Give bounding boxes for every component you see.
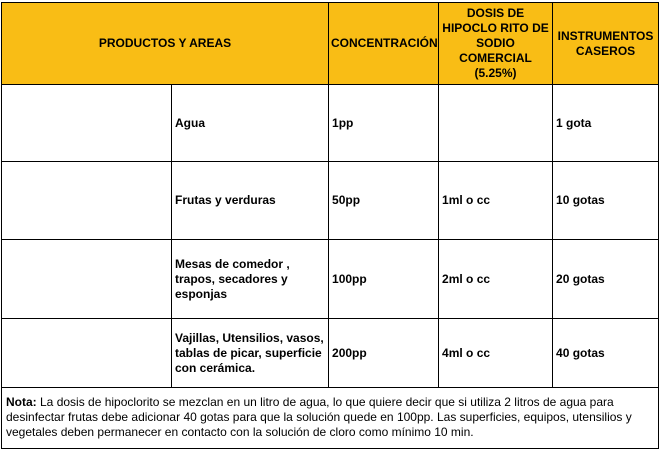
concentracion-cell: 100pp [329,240,439,319]
table-row [2,85,659,162]
area-cell [172,85,329,162]
area-line: con cerámica. [175,360,256,375]
empty-cell [2,85,172,162]
area-line: Vajillas, Utensilios, vasos, [175,330,324,345]
header-dosis-line: SODIO COMERCIAL [459,36,532,65]
area-line: Frutas y verduras [175,193,276,207]
header-productos: PRODUCTOS Y AREAS [2,3,329,85]
area-line: esponjas [175,286,228,301]
disinfection-table-container [1,2,658,449]
table-row [2,240,659,319]
header-instrumentos-line: CASEROS [575,43,636,58]
note-line: vegetales deben permanecer en contacto con la solución de cloro como mínimo 10 min. [6,425,474,439]
header-dosis [439,3,553,85]
header-concentracion: CONCENTRACIÓN [329,3,439,85]
table-row [2,162,659,240]
area-line: trapos, secadores y [175,271,288,286]
header-instrumentos-line: INSTRUMENTOS [557,28,654,43]
note-text: La dosis de hipoclorito se mezclan en un litro de agua, lo que quiere decir que si utiliza 2 litros de agua para [36,395,614,409]
empty-cell [2,240,172,319]
header-dosis-line: DOSIS DE [466,6,525,20]
area-line: tablas de picar, superficie [175,345,322,360]
header-instrumentos [553,3,659,85]
concentracion-cell: 1pp [329,85,439,162]
dosis-cell: 2ml o cc [439,240,553,319]
note-label: Nota: [6,395,37,409]
area-cell [172,240,329,319]
header-dosis-line: HIPOCLO RITO DE [442,21,549,35]
area-cell [172,319,329,388]
dosis-cell: 4ml o cc [439,319,553,388]
instrumentos-cell: 40 gotas [553,319,659,388]
dosis-cell: 1ml o cc [439,162,553,240]
instrumentos-cell: 20 gotas [553,240,659,319]
area-line: Agua [175,115,205,130]
area-line: Mesas de comedor , [175,256,290,271]
instrumentos-cell: 10 gotas [553,162,659,240]
header-dosis-line: (5.25%) [474,66,517,80]
instrumentos-cell: 1 gota [553,85,659,162]
disinfection-table [1,2,659,449]
note-row [2,388,659,449]
table-header-row [2,3,659,85]
note-line: desinfectar frutas debe adicionar 40 gotas para que la solución quede en 100pp. Las superficies, equipos, utensilios y [6,410,632,424]
dosis-cell [439,85,553,162]
note-cell [2,388,659,449]
empty-cell [2,319,172,388]
empty-cell [2,162,172,240]
note-line [6,395,653,410]
area-cell [172,162,329,240]
table-row [2,319,659,388]
concentracion-cell: 50pp [329,162,439,240]
concentracion-cell: 200pp [329,319,439,388]
